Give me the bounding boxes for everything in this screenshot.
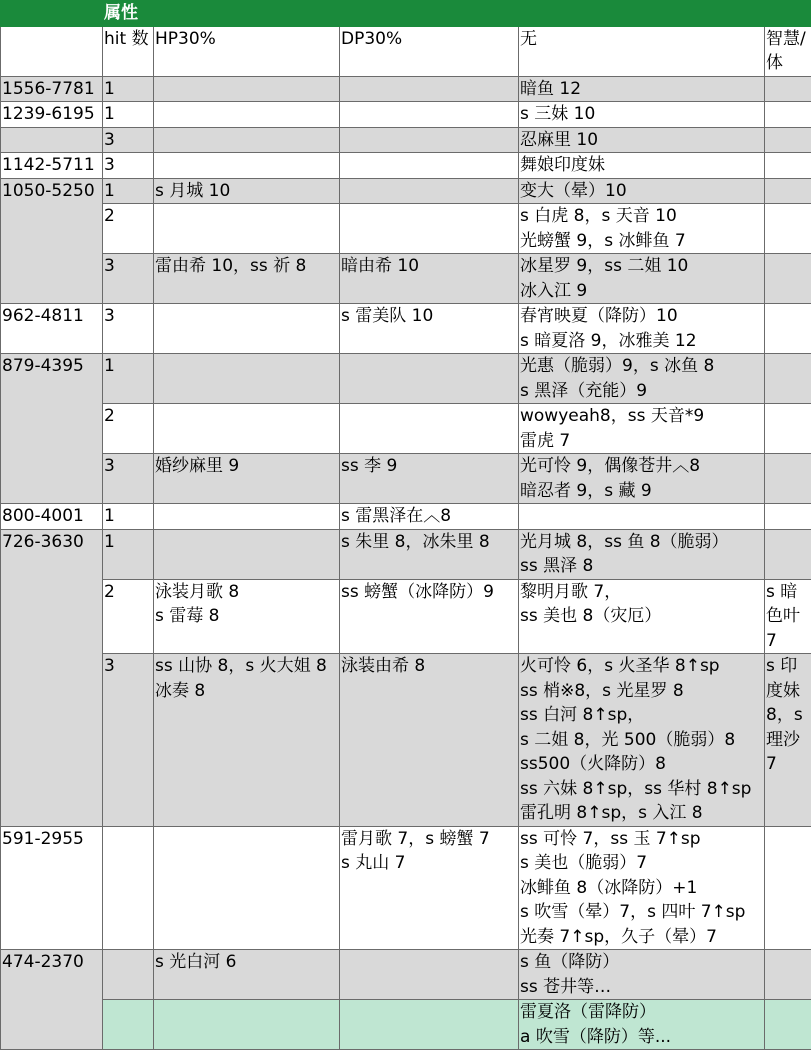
wisdom-cell [765, 204, 811, 254]
none-cell-line: ss 六妹 8↑sp，ss 华村 8↑sp [520, 777, 763, 802]
hp-cell [154, 1000, 340, 1050]
hp-cell [154, 654, 340, 827]
range-cell: 1239-6195 [1, 102, 103, 128]
range-cell: 726-3630 [1, 529, 103, 826]
hp-cell [154, 529, 340, 579]
column-header-hp: HP30% [154, 26, 340, 76]
hit-cell [103, 950, 154, 1000]
dp-cell [340, 127, 519, 153]
none-cell [519, 254, 765, 304]
none-cell-line: 光月城 8，ss 鱼 8（脆弱） [520, 530, 763, 555]
none-cell [519, 579, 765, 654]
table-row [1, 826, 811, 950]
table-row [1, 153, 811, 179]
table-row [1, 127, 811, 153]
hp-cell [154, 454, 340, 504]
dp-cell [340, 102, 519, 128]
dp-cell-line: ss 李 9 [341, 454, 517, 479]
none-cell-line: ss 梢※8，s 光星罗 8 [520, 679, 763, 704]
wisdom-cell [765, 579, 811, 654]
hit-cell: 2 [103, 204, 154, 254]
hit-cell: 3 [103, 127, 154, 153]
none-cell-line: 雷夏洛（雷降防） [520, 1000, 763, 1025]
table-row [1, 354, 811, 404]
hp-cell [154, 354, 340, 404]
none-cell-line: s 白虎 8，s 天音 10 [520, 204, 763, 229]
hp-cell [154, 404, 340, 454]
dp-cell [340, 454, 519, 504]
none-cell-line: 光可怜 9，偶像苍井︿8 [520, 454, 763, 479]
column-header-hit: hit 数 [103, 26, 154, 76]
range-cell: 879-4395 [1, 354, 103, 504]
dp-cell-line: s 雷黑泽在︿8 [341, 504, 517, 529]
hit-cell: 1 [103, 102, 154, 128]
hit-cell [103, 826, 154, 950]
none-cell-line: 光螃蟹 9，s 冰鲱鱼 7 [520, 229, 763, 254]
none-cell-line: 雷虎 7 [520, 429, 763, 454]
dp-cell-line: 雷月歌 7，s 螃蟹 7 [341, 827, 517, 852]
hp-cell [154, 826, 340, 950]
none-cell [519, 354, 765, 404]
wisdom-cell-line: 7 [766, 629, 811, 654]
range-cell: 1050-5250 [1, 178, 103, 304]
hit-cell: 3 [103, 454, 154, 504]
wisdom-cell [765, 826, 811, 950]
dp-cell [340, 204, 519, 254]
none-cell-line: 黎明月歌 7， [520, 580, 763, 605]
range-cell: 1556-7781 [1, 76, 103, 102]
dp-cell-line: 暗由希 10 [341, 254, 517, 279]
column-header-wisdom: 智慧/体 [765, 26, 811, 76]
range-cell: 591-2955 [1, 826, 103, 950]
table-row [1, 76, 811, 102]
range-cell: 1142-5711 [1, 153, 103, 179]
wisdom-cell [765, 76, 811, 102]
hp-cell-line: s 月城 10 [155, 179, 338, 204]
hp-cell-line: 雷由希 10，ss 祈 8 [155, 254, 338, 279]
none-cell [519, 127, 765, 153]
hp-cell [154, 950, 340, 1000]
table-row [1, 529, 811, 579]
table-row [1, 102, 811, 128]
wisdom-cell [765, 454, 811, 504]
column-header-range [1, 26, 103, 76]
dp-cell [340, 504, 519, 530]
none-cell-line: 光惠（脆弱）9，s 冰鱼 8 [520, 354, 763, 379]
range-cell: 962-4811 [1, 304, 103, 354]
hit-cell: 1 [103, 529, 154, 579]
none-cell-line: 春宵映夏（降防）10 [520, 304, 763, 329]
hit-cell: 3 [103, 304, 154, 354]
hp-cell [154, 127, 340, 153]
wisdom-cell [765, 950, 811, 1000]
dp-cell [340, 76, 519, 102]
none-cell-line: ss 美也 8（灾厄） [520, 604, 763, 629]
none-cell-line: 变大（晕）10 [520, 179, 763, 204]
none-cell-line: 火可怜 6，s 火圣华 8↑sp [520, 654, 763, 679]
none-cell-line: ss 白河 8↑sp， [520, 703, 763, 728]
none-cell-line: 冰入江 9 [520, 279, 763, 304]
range-cell [1, 127, 103, 153]
none-cell-line: 暗忍者 9，s 藏 9 [520, 479, 763, 504]
hit-cell: 3 [103, 153, 154, 179]
hp-cell [154, 178, 340, 204]
dp-cell [340, 354, 519, 404]
dp-cell-line: s 丸山 7 [341, 851, 517, 876]
hp-cell-line: 冰奏 8 [155, 679, 338, 704]
wisdom-cell [765, 178, 811, 204]
none-cell [519, 102, 765, 128]
none-cell-line: s 鱼（降防） [520, 950, 763, 975]
column-header-none: 无 [519, 26, 765, 76]
hp-cell-line: 婚纱麻里 9 [155, 454, 338, 479]
table-row [1, 178, 811, 204]
none-cell-line: s 美也（脆弱）7 [520, 851, 763, 876]
none-cell [519, 504, 765, 530]
none-cell-line: 冰星罗 9，ss 二姐 10 [520, 254, 763, 279]
hit-cell: 1 [103, 76, 154, 102]
table-row [1, 504, 811, 530]
dp-cell [340, 404, 519, 454]
hit-cell: 1 [103, 178, 154, 204]
column-header-dp: DP30% [340, 26, 519, 76]
table-row [1, 579, 811, 654]
wisdom-cell-line: 理沙 [766, 728, 811, 753]
none-cell-line: ss 黑泽 8 [520, 554, 763, 579]
none-cell-line: wowyeah8，ss 天音*9 [520, 404, 763, 429]
hp-cell [154, 304, 340, 354]
none-cell-line: s 黑泽（充能）9 [520, 379, 763, 404]
hp-cell [154, 579, 340, 654]
hp-cell [154, 504, 340, 530]
dp-cell [340, 826, 519, 950]
none-cell-line: 光奏 7↑sp，久子（晕）7 [520, 925, 763, 950]
table-row [1, 204, 811, 254]
header-blank [1, 1, 103, 27]
dp-cell [340, 254, 519, 304]
none-cell [519, 950, 765, 1000]
dp-cell [340, 178, 519, 204]
none-cell [519, 404, 765, 454]
hit-cell: 2 [103, 404, 154, 454]
column-header-row [1, 26, 811, 76]
wisdom-cell-line: 度妹 [766, 679, 811, 704]
none-cell-line: 雷孔明 8↑sp，s 入江 8 [520, 801, 763, 826]
table-row [1, 304, 811, 354]
wisdom-cell-line: s 印 [766, 654, 811, 679]
table-row [1, 404, 811, 454]
wisdom-cell [765, 504, 811, 530]
hp-cell-line: s 雷莓 8 [155, 604, 338, 629]
hp-cell [154, 254, 340, 304]
wisdom-cell [765, 153, 811, 179]
none-cell-line: ss 可怜 7，ss 玉 7↑sp [520, 827, 763, 852]
none-cell [519, 153, 765, 179]
range-cell: 800-4001 [1, 504, 103, 530]
hit-cell: 1 [103, 354, 154, 404]
hp-cell-line: 泳装月歌 8 [155, 580, 338, 605]
wisdom-cell [765, 254, 811, 304]
range-cell: 474-2370 [1, 950, 103, 1050]
none-cell-line: a 吹雪（降防）等... [520, 1025, 763, 1050]
none-cell-line: ss500（火降防）8 [520, 752, 763, 777]
none-cell-line: s 吹雪（晕）7，s 四叶 7↑sp [520, 900, 763, 925]
dp-cell [340, 579, 519, 654]
none-cell-line: 忍麻里 10 [520, 128, 763, 153]
wisdom-cell-line: 8，s [766, 703, 811, 728]
hit-cell [103, 1000, 154, 1050]
none-cell-line: s 三妹 10 [520, 102, 763, 127]
none-cell-line: 舞娘印度妹 [520, 153, 763, 178]
hit-cell: 2 [103, 579, 154, 654]
table-row [1, 654, 811, 827]
dp-cell [340, 304, 519, 354]
header-attribute: 属性 [103, 1, 154, 27]
none-cell-line: 暗鱼 12 [520, 77, 763, 102]
hp-cell [154, 204, 340, 254]
header-row [1, 1, 811, 27]
hit-cell: 1 [103, 504, 154, 530]
table-row [1, 1000, 811, 1050]
hp-cell [154, 102, 340, 128]
none-cell-line: s 二姐 8，光 500（脆弱）8 [520, 728, 763, 753]
hp-cell-line: s 光白河 6 [155, 950, 338, 975]
dp-cell-line: 泳装由希 8 [341, 654, 517, 679]
dp-cell [340, 153, 519, 179]
none-cell [519, 654, 765, 827]
none-cell-line: ss 苍井等… [520, 975, 763, 1000]
dp-cell-line: ss 螃蟹（冰降防）9 [341, 580, 517, 605]
wisdom-cell-line: s 暗 [766, 580, 811, 605]
table-row [1, 950, 811, 1000]
table-row [1, 254, 811, 304]
none-cell [519, 76, 765, 102]
hp-cell [154, 76, 340, 102]
table-row [1, 454, 811, 504]
none-cell [519, 204, 765, 254]
dp-cell-line: s 朱里 8，冰朱里 8 [341, 530, 517, 555]
dp-cell [340, 529, 519, 579]
none-cell-line: 冰鲱鱼 8（冰降防）+1 [520, 876, 763, 901]
none-cell [519, 529, 765, 579]
wisdom-cell [765, 304, 811, 354]
wisdom-cell [765, 102, 811, 128]
hp-cell-line: ss 山协 8，s 火大姐 8 [155, 654, 338, 679]
wisdom-cell [765, 1000, 811, 1050]
none-cell [519, 454, 765, 504]
wisdom-cell [765, 354, 811, 404]
wisdom-cell [765, 529, 811, 579]
wisdom-cell-line: 色叶 [766, 604, 811, 629]
wisdom-cell-line: 7 [766, 752, 811, 777]
dp-cell [340, 950, 519, 1000]
none-cell [519, 304, 765, 354]
hp-cell [154, 153, 340, 179]
hit-cell: 3 [103, 254, 154, 304]
none-cell [519, 178, 765, 204]
wisdom-cell [765, 654, 811, 827]
dp-cell [340, 1000, 519, 1050]
hit-cell: 3 [103, 654, 154, 827]
dp-cell [340, 654, 519, 827]
wisdom-cell [765, 127, 811, 153]
wisdom-cell [765, 404, 811, 454]
none-cell [519, 1000, 765, 1050]
none-cell-line: s 暗夏洛 9，冰雅美 12 [520, 329, 763, 354]
dp-cell-line: s 雷美队 10 [341, 304, 517, 329]
none-cell [519, 826, 765, 950]
